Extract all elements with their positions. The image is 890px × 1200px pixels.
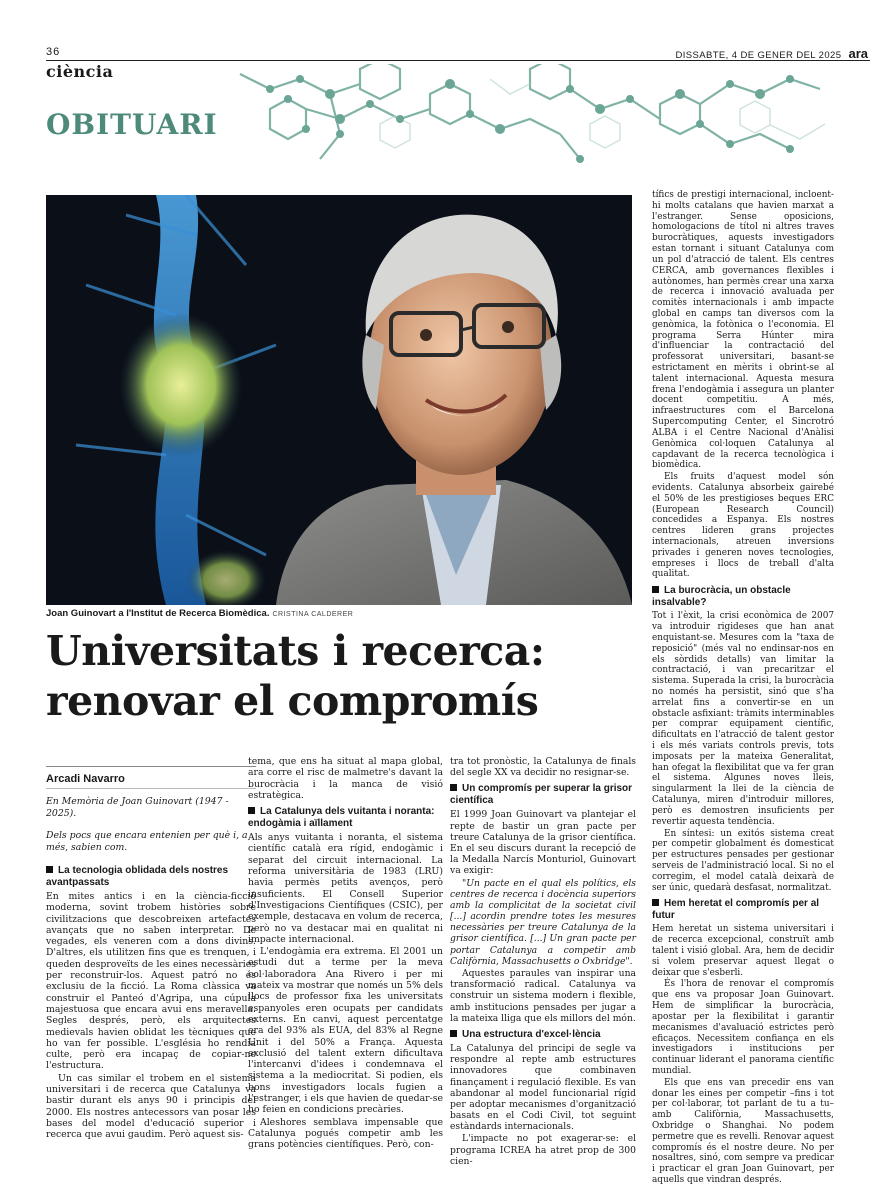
headline-line-2: renovar el compromís: [46, 677, 539, 725]
epigraph: Dels pocs que encara entenien per què i, a més, sabien com.: [46, 830, 248, 853]
paragraph: tema, que ens ha situat al mapa global, ara corre el risc de malmetre's davant la burocràcia i la manca de visió estratègica.: [248, 756, 443, 801]
issue-date: DISSABTE, 4 DE GENER DEL 2025: [675, 50, 842, 61]
paragraph: En síntesi: un exitós sistema creat per competir globalment és domesticat per estructures pensades per gestionar serveis de l'administració local. Si no el corregim, el model català deixarà de ser únic, quedarà desfasat, normalitzat.: [652, 828, 834, 893]
subheading: Una estructura d'excel·lència: [450, 1029, 636, 1041]
header-rule: [46, 60, 870, 61]
photo-illustration: [46, 195, 632, 605]
paragraph: L'endogàmia era extrema. El 2001 un estudi dut a terme per la meva col·laboradora Ana Rivero i per mi mateix va mostrar que només un 5% dels llocs de professor fixa les universitats espanyoles eren ocupats per candidats externs. En canvi, aquest percentatge era del 93% als EUA, del 83% al Regne Unit i del 50% a França. Aquesta exclusió del talent extern dificultava l'intercanvi d'idees i condemnava el sistema a la mediocritat. Si podien, els bons investigadors locals fugien a l'estranger, i els que havien de quedar-se ho feien en condicions precàries.: [248, 946, 443, 1116]
subheading: La burocràcia, un obstacle insalvable?: [652, 585, 834, 609]
paragraph: La Catalunya del principi de segle va respondre al repte amb estructures innovadores que combinaven finançament i regulació flexible. Es van abandonar al model funcionarial rígid per adoptar mecanismes d'organització basats en el Codi Civil, tot seguint estàndards internacionals.: [450, 1042, 636, 1133]
molecule-illustration: [230, 64, 830, 164]
section-name: ciència: [46, 62, 114, 81]
paragraph: El 1999 Joan Guinovart va plantejar el repte de bastir un gran pacte per treure Catalunya de la grisor científica. En el seu discurs durant la recepció de la Medalla Narcís Monturiol, Guinovart va exigir:: [450, 809, 636, 877]
paragraph: És l'hora de renovar el compromís que ens va proposar Joan Guinovart. Hem de simplificar la burocràcia, apostar per la flexibilitat i garantir mecanismes d'avaluació estrictes però eficaços. Necessitem confiança en els investigadors i institucions per continuar liderant el panorama científic mundial.: [652, 979, 834, 1076]
subheading: Hem heretat el compromís per al futur: [652, 898, 834, 922]
subheading: Un compromís per superar la grisor científica: [450, 783, 636, 807]
article-column-1: [46, 860, 256, 1142]
category-label: OBITUARI: [46, 108, 218, 141]
subheading: La Catalunya dels vuitanta i noranta: endogàmia i aïllament: [248, 806, 443, 830]
dedication: En Memòria de Joan Guinovart (1947 - 2025).: [46, 796, 229, 819]
paragraph: tra tot pronòstic, la Catalunya de finals del segle XX va decidir no resignar-se.: [450, 756, 636, 779]
photo-credit: CRISTINA CALDERER: [272, 611, 354, 618]
caption-text: Joan Guinovart a l'Institut de Recerca Biomèdica.: [46, 608, 270, 619]
paragraph: Els fruits d'aquest model són evidents. Catalunya absorbeix gairebé el 50% de les prestigioses beques ERC (European Research Council) concedides a Espanya. Els nostres centres lideren grans projectes internacionals, atreuen inversions privades i generen noves tecnologies, empreses i llocs de treball d'alta qualitat.: [652, 472, 834, 580]
portrait-photo: [46, 195, 632, 605]
paragraph: Els que ens van precedir ens van donar les eines per competir –fins i tot per col·laborar, tot parlant de tu a tu– amb Califòrnia, Massachusetts, Oxbridge o Shanghai. No podem permetre que es revelli. Renovar aquest compromís és el nostre deure. No per nosaltres, sinó, com sempre va predicar i practicar el gran Joan Guinovart, per aquells que vindran després.: [652, 1077, 834, 1186]
paragraph: tífics de prestigi internacional, incloent-hi molts catalans que havien marxat a l'estranger. Sense oposicions, homologacions de títol ni altres traves burocràtiques, aquests investigadors estan tornant i situant Catalunya com un pol d'atracció de talent. Els centres CERCA, amb governances flexibles i autònomes, han permès crear una xarxa de recerca i innovació avaluada per comitès internacionals i amb impacte global en camps tan diversos com la genòmica, la fotònica o l'economia. El programa Serra Húnter mira d'influenciar la contractació del professorat universitari, basant-se estrictament en mèrits i obrint-se al talent internacional. Aquesta mesura frena l'endogàmia i assegura un planter docent competitiu. A més, infraestructures com el Barcelona Supercomputing Center, el Sincrotró ALBA i el Centre Nacional d'Anàlisi Genòmica col·loquen Catalunya al capdavant de la recerca tecnològica i biomèdica.: [652, 190, 834, 471]
paragraph: Un cas similar el trobem en el sistema universitari i de recerca que Catalunya va bastir durant els anys 90 i principis del 2000. Els nostres antecessors van posar les bases del model d'educació superior i recerca que avui gaudim. Però aquest sis-: [46, 1072, 256, 1141]
subheading: La tecnologia oblidada dels nostres avantpassats: [46, 865, 256, 889]
paragraph: Hem heretat un sistema universitari i de recerca excepcional, construït amb talent i visió global. Ara, hem de decidir si volem preservar aquest llegat o deixar que s'esberli.: [652, 924, 834, 978]
author-byline: Arcadi Navarro: [46, 766, 256, 785]
article-column-4: [652, 190, 834, 1187]
article-column-3: [450, 756, 636, 1168]
byline-rule: [46, 788, 256, 789]
brand-name: ara: [848, 46, 868, 61]
article-column-2: [248, 756, 443, 1152]
page-number: 36: [46, 46, 61, 58]
headline: [46, 626, 636, 726]
paragraph: En mites antics i en la ciència-ficció moderna, sovint trobem històries sobre civilitzacions que descobreixen artefactes avançats que no saben interpretar. De vegades, els veneren com a dons divins. D'altres, els utilitzen fins que es trenquen, i queden desproveïts de les eines necessàries per reconstruir-los. Aquest patró no és exclusiu de la ficció. La Roma clàssica va construir el Panteó d'Agripa, una cúpula majestuosa que encara avui ens meravella. Segles després, però, els arquitectes medievals havien oblidat les tècniques que ho van fer possible. L'església ho rendia culte, però era incapaç de copiar-ne l'estructura.: [46, 891, 256, 1072]
date-line: [675, 46, 868, 61]
paragraph: Aquestes paraules van inspirar una transformació radical. Catalunya va construir un sistema modern i flexible, amb institucions pensades per jugar a la mateixa lliga que els millors del món.: [450, 968, 636, 1024]
paragraph: Tot i l'èxit, la crisi econòmica de 2007 va introduir rigideses que han anat enquistant-se. Mesures com la "taxa de reposició" (més val no endinsar-nos en els sòrdids detalls) van limitar la contractació, i van precaritzar el sistema. Superada la crisi, la burocràcia no només ha persistit, sinó que s'ha arrelat fins a convertir-se en un obstacle asfixiant: tràmits interminables per comprar equipament científic, dificultats en l'atracció de talent gestor i els més variats controls previs, tots imposats per la mateixa Generalitat, han ofegat la flexibilitat que va fer gran el sistema. Algunes noves lleis, singularment la llei de la ciència de Catalunya, miren d'introduir millores, però es demostren insuficients per revertir aquesta tendència.: [652, 611, 834, 827]
paragraph: L'impacte no pot exagerar-se: el programa ICREA ha atret prop de 300 cien-: [450, 1133, 636, 1167]
photo-caption: [46, 608, 632, 619]
headline-line-1: Universitats i recerca:: [46, 627, 545, 675]
quote: "Un pacte en el qual els polítics, els centres de recerca i docència superiors amb la complicitat de la societat civil [...] acordin prendre totes les mesures necessàries per treure Catalunya de la grisor científica. [...] Un gran pacte per portar Catalunya a competir amb Califòrnia, Massachusetts o Oxbridge".: [450, 877, 636, 967]
paragraph: Als anys vuitanta i noranta, el sistema científic català era rígid, endogàmic i separat del circuit internacional. La reforma universitària de 1983 (LRU) havia permès petits avenços, però insuficients. El Consell Superior d'Investigacions Científiques (CSIC), per exemple, destacava en volum de recerca, però no va destacar mai en qualitat ni impacte internacional.: [248, 832, 443, 945]
paragraph: Aleshores semblava impensable que Catalunya pogués competir amb les grans potències científiques. Però, con-: [248, 1116, 443, 1151]
